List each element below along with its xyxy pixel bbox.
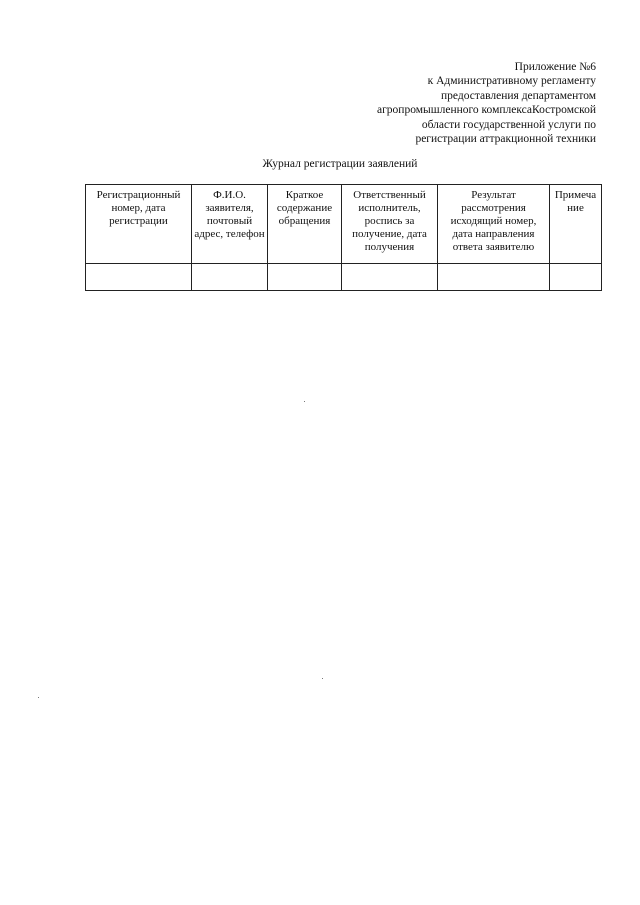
- column-header-reg-number: Регистрационный номер, дата регистрации: [86, 185, 192, 264]
- column-header-result: Результат рассмотрения исходящий номер, дата направления ответа заявителю: [438, 185, 550, 264]
- table-cell: [86, 264, 192, 291]
- column-header-note: Примеча ние: [550, 185, 602, 264]
- appendix-line: предоставления департаментом: [440, 89, 596, 102]
- appendix-line: области государственной услуги по: [421, 118, 596, 131]
- table-cell: [268, 264, 342, 291]
- table-cell: [438, 264, 550, 291]
- table-header-row: [86, 185, 602, 264]
- column-header-applicant: Ф.И.О. заявителя, почтовый адрес, телефон: [192, 185, 268, 264]
- table-row: [86, 264, 602, 291]
- table-cell: [192, 264, 268, 291]
- journal-title: Журнал регистрации заявлений: [262, 158, 418, 170]
- appendix-line: к Административному регламенту: [427, 75, 596, 88]
- table-cell: [550, 264, 602, 291]
- scan-speck: [304, 401, 305, 402]
- column-header-summary: Краткое содержание обращения: [268, 185, 342, 264]
- table-cell: [342, 264, 438, 291]
- appendix-line: агропромышленного комплексаКостромской: [376, 104, 596, 117]
- appendix-line: Приложение №6: [514, 61, 596, 73]
- appendix-header: [296, 60, 596, 146]
- appendix-line: регистрации аттракционной техники: [415, 133, 596, 146]
- column-header-executor: Ответственный исполнитель, роспись за получение, дата получения: [342, 185, 438, 264]
- scan-speck: [322, 678, 323, 679]
- journal-table: [85, 184, 602, 291]
- scan-speck: [38, 697, 39, 698]
